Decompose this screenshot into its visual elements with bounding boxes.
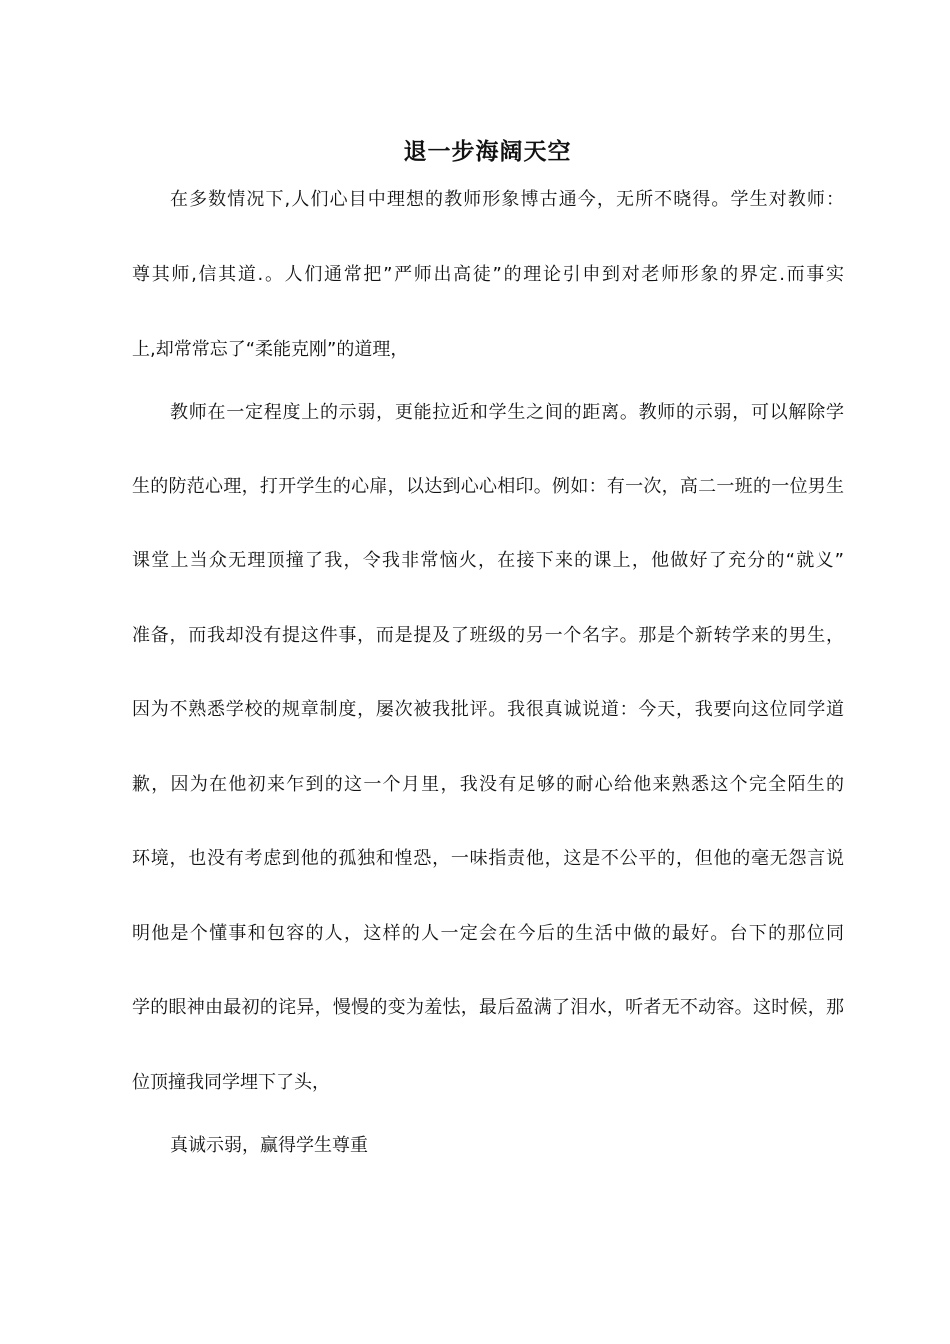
paragraph-line: 位顶撞我同学埋下了头， (132, 1072, 330, 1093)
paragraph-line: 学的眼神由最初的诧异，慢慢的变为羞怯，最后盈满了泪水，听者无不动容。这时候，那 (132, 997, 844, 1018)
paragraph-line: 课堂上当众无理顶撞了我，令我非常恼火，在接下来的课上，他做好了充分的“就义” (132, 550, 844, 571)
paragraph-line: 教师在一定程度上的示弱，更能拉近和学生之间的距离。教师的示弱，可以解除学 (170, 402, 844, 423)
paragraph-line: 明他是个懂事和包容的人，这样的人一定会在今后的生活中做的最好。台下的那位同 (132, 923, 844, 944)
paragraph-line: 环境，也没有考虑到他的孤独和惶恐，一味指责他，这是不公平的，但他的毫无怨言说 (132, 848, 844, 869)
paragraph-line: 上,却常常忘了“柔能克刚”的道理， (132, 339, 409, 360)
paragraph-line: 准备，而我却没有提这件事，而是提及了班级的另一个名字。那是个新转学来的男生， (132, 625, 844, 646)
paragraph-line: 在多数情况下,人们心目中理想的教师形象博古通今，无所不晓得。学生对教师： (170, 189, 844, 210)
document-title: 退一步海阔天空 (403, 139, 572, 165)
paragraph-line: 尊其师,信其道.。人们通常把”严师出高徒”的理论引申到对老师形象的界定.而事实 (132, 264, 844, 285)
section-heading: 真诚示弱，赢得学生尊重 (170, 1135, 368, 1156)
paragraph-line: 歉，因为在他初来乍到的这一个月里，我没有足够的耐心给他来熟悉这个完全陌生的 (132, 774, 844, 795)
paragraph-line: 因为不熟悉学校的规章制度，屡次被我批评。我很真诚说道：今天，我要向这位同学道 (132, 699, 844, 720)
paragraph-line: 生的防范心理，打开学生的心扉，以达到心心相印。例如：有一次，高二一班的一位男生 (132, 476, 844, 497)
